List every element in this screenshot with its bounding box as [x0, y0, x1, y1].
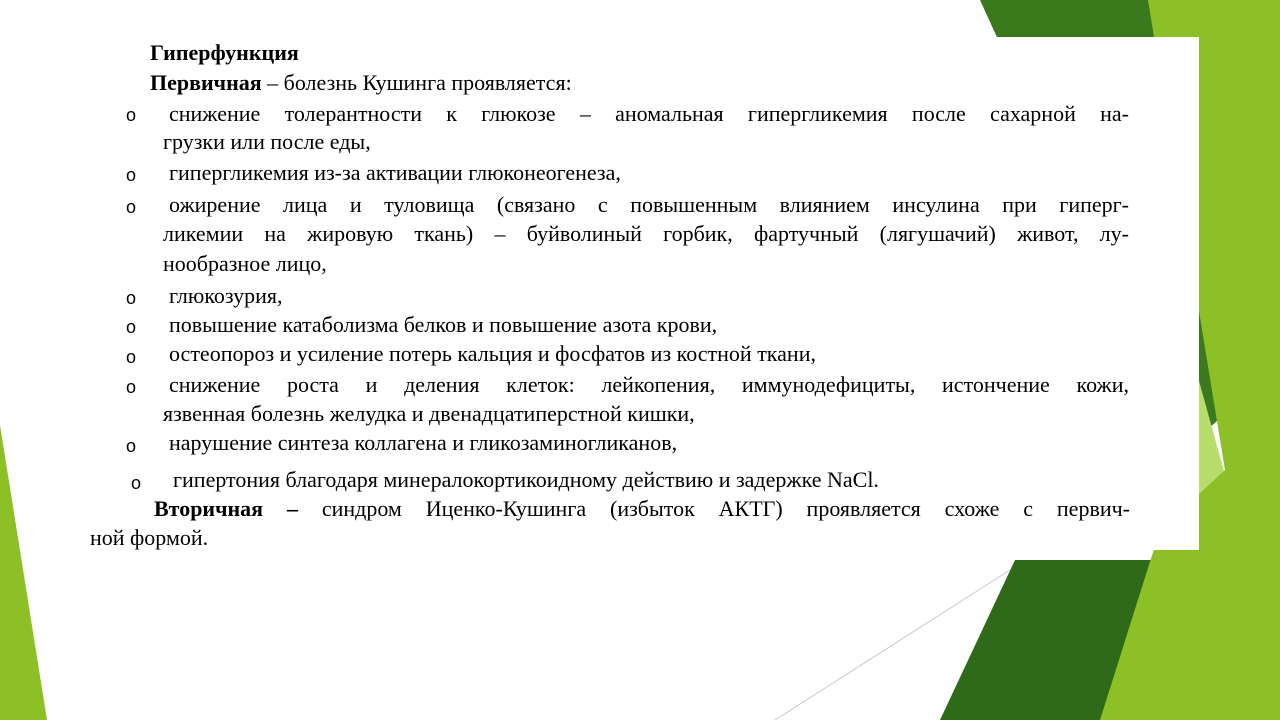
bullet-marker: o	[126, 197, 137, 217]
list-item-line: гипергликемия из-за активации глюконеогенеза,	[169, 160, 621, 185]
list-item-line: ожирение лица и туловища (связано с повышенным влиянием инсулина при гиперг-	[169, 192, 1129, 217]
list-item-line: снижение толерантности к глюкозе – аномальная гипергликемия после сахарной на-	[169, 101, 1129, 126]
bullet-marker: o	[131, 473, 142, 493]
list-item-line: глюкозурия,	[169, 283, 283, 308]
primary-intro: Первичная – болезнь Кушинга проявляется:	[150, 70, 572, 95]
bullet-marker: o	[126, 347, 137, 367]
bullet-marker: o	[126, 377, 137, 397]
list-item-line: остеопороз и усиление потерь кальция и фосфатов из костной ткани,	[169, 341, 816, 366]
heading: Гиперфункция	[150, 40, 299, 65]
list-item-line: нарушение синтеза коллагена и гликозаминогликанов,	[169, 430, 678, 455]
list-item-line: нообразное лицо,	[163, 251, 327, 276]
secondary-line-continued: ной формой.	[90, 525, 209, 550]
bullet-marker: o	[126, 436, 137, 456]
list-item-line: повышение катаболизма белков и повышение азота крови,	[169, 312, 718, 337]
list-item-line: снижение роста и деления клеток: лейкопения, иммунодефициты, истончение кожи,	[169, 372, 1129, 397]
list-item-line: гипертония благодаря минералокортикоидному действию и задержке NaCl.	[173, 467, 879, 492]
bullet-marker: o	[126, 288, 137, 308]
list-item-line: язвенная болезнь желудка и двенадцатиперстной кишки,	[163, 401, 695, 426]
left-green-strip	[0, 425, 47, 720]
bullet-marker: o	[126, 105, 137, 125]
bullet-marker: o	[126, 317, 137, 337]
bullet-marker: o	[126, 165, 137, 185]
secondary-line: Вторичная – синдром Иценко-Кушинга (избыток АКТГ) проявляется схоже с первич-	[154, 496, 1130, 521]
list-item-line: ликемии на жировую ткань) – буйволиный горбик, фартучный (лягушачий) живот, лу-	[163, 221, 1129, 246]
list-item-line: грузки или после еды,	[163, 129, 371, 154]
